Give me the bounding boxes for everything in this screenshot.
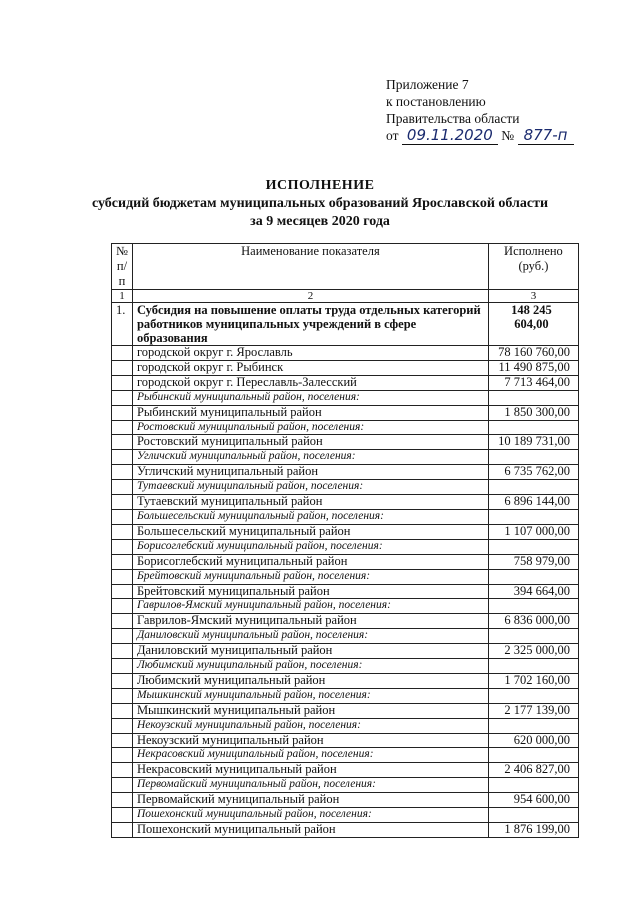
table-row xyxy=(112,360,579,375)
row-number-cell xyxy=(112,629,133,644)
table-row xyxy=(112,659,579,674)
row-name: Большесельский муниципальный район, поселения: xyxy=(132,509,488,524)
table-row xyxy=(112,539,579,554)
row-name: Рыбинский муниципальный район, поселения: xyxy=(132,390,488,405)
table-row xyxy=(112,599,579,614)
row-number-cell xyxy=(112,644,133,659)
table-row xyxy=(112,748,579,763)
table-row xyxy=(112,495,579,510)
table-row xyxy=(112,718,579,733)
row-name: Некрасовский муниципальный район, поселения: xyxy=(132,748,488,763)
row-name: Даниловский муниципальный район xyxy=(132,644,488,659)
column-number-1: 1 xyxy=(112,290,133,303)
table-row xyxy=(112,509,579,524)
row-number-cell xyxy=(112,763,133,778)
document-subtitle: субсидий бюджетам муниципальных образований Ярославской области xyxy=(91,196,549,211)
table-row xyxy=(112,390,579,405)
row-amount: 1 702 160,00 xyxy=(488,673,578,688)
row-amount: 6 836 000,00 xyxy=(488,614,578,629)
row-amount: 148 245 604,00 xyxy=(488,303,578,346)
row-amount: 78 160 760,00 xyxy=(488,346,578,361)
row-amount: 2 325 000,00 xyxy=(488,644,578,659)
row-amount xyxy=(488,659,578,674)
row-number-cell xyxy=(112,539,133,554)
row-number-cell xyxy=(112,465,133,480)
row-name: Первомайский муниципальный район, поселения: xyxy=(132,778,488,793)
row-name: Угличский муниципальный район xyxy=(132,465,488,480)
row-name: Пошехонский муниципальный район, поселения: xyxy=(132,808,488,823)
header-number: № п/п xyxy=(112,244,133,290)
row-name: Мышкинский муниципальный район xyxy=(132,703,488,718)
row-number-cell xyxy=(112,793,133,808)
row-name: Некрасовский муниципальный район xyxy=(132,763,488,778)
number-label: № xyxy=(501,128,515,143)
header-amount: Исполнено (руб.) xyxy=(488,244,578,290)
table-row xyxy=(112,673,579,688)
appendix-line-3: Правительства области xyxy=(386,111,520,126)
row-number-cell xyxy=(112,733,133,748)
row-name: Большесельский муниципальный район xyxy=(132,524,488,539)
row-name: Ростовский муниципальный район xyxy=(132,435,488,450)
row-name: Брейтовский муниципальный район xyxy=(132,584,488,599)
header-name: Наименование показателя xyxy=(132,244,488,290)
table-header-row xyxy=(112,244,579,290)
row-number-cell xyxy=(112,659,133,674)
table-row xyxy=(112,778,579,793)
row-number-cell xyxy=(112,599,133,614)
appendix-line-1: Приложение 7 xyxy=(386,77,469,92)
table-row xyxy=(112,405,579,420)
row-name: Некоузский муниципальный район xyxy=(132,733,488,748)
table-row xyxy=(112,450,579,465)
column-number-2: 2 xyxy=(132,290,488,303)
row-number-cell xyxy=(112,688,133,703)
row-amount xyxy=(488,450,578,465)
row-name: Брейтовский муниципальный район, поселения: xyxy=(132,569,488,584)
row-name: Тутаевский муниципальный район xyxy=(132,495,488,510)
row-name: Некоузский муниципальный район, поселения: xyxy=(132,718,488,733)
row-name: Угличский муниципальный район, поселения: xyxy=(132,450,488,465)
row-amount xyxy=(488,688,578,703)
row-amount: 954 600,00 xyxy=(488,793,578,808)
row-number-cell xyxy=(112,703,133,718)
row-amount xyxy=(488,808,578,823)
table-row xyxy=(112,435,579,450)
row-number-cell xyxy=(112,405,133,420)
row-amount: 2 177 139,00 xyxy=(488,703,578,718)
row-name: Ростовский муниципальный район, поселения: xyxy=(132,420,488,435)
row-amount xyxy=(488,509,578,524)
row-number-cell xyxy=(112,584,133,599)
row-amount: 2 406 827,00 xyxy=(488,763,578,778)
table-row xyxy=(112,703,579,718)
row-number-cell xyxy=(112,375,133,390)
row-amount xyxy=(488,599,578,614)
row-number-cell xyxy=(112,420,133,435)
row-name: Любимский муниципальный район, поселения: xyxy=(132,659,488,674)
table-row xyxy=(112,524,579,539)
table-row xyxy=(112,614,579,629)
row-number-cell xyxy=(112,346,133,361)
row-amount xyxy=(488,480,578,495)
document-period: за 9 месяцев 2020 года xyxy=(250,214,390,229)
row-amount: 394 664,00 xyxy=(488,584,578,599)
handwritten-number: 877-п xyxy=(518,127,574,145)
row-amount xyxy=(488,748,578,763)
table-row xyxy=(112,584,579,599)
row-name: Первомайский муниципальный район xyxy=(132,793,488,808)
row-amount xyxy=(488,718,578,733)
row-number-cell xyxy=(112,614,133,629)
row-number-cell xyxy=(112,524,133,539)
row-amount: 7 713 464,00 xyxy=(488,375,578,390)
table-row xyxy=(112,688,579,703)
row-number-cell xyxy=(112,748,133,763)
row-number-cell xyxy=(112,673,133,688)
row-name: Тутаевский муниципальный район, поселения: xyxy=(132,480,488,495)
row-name: Субсидия на повышение оплаты труда отдельных категорий работников муниципальных учреждений в сфере образования xyxy=(132,303,488,346)
row-number-cell xyxy=(112,360,133,375)
row-amount xyxy=(488,569,578,584)
row-amount xyxy=(488,539,578,554)
appendix-block xyxy=(386,76,574,145)
row-amount: 758 979,00 xyxy=(488,554,578,569)
row-amount: 1 107 000,00 xyxy=(488,524,578,539)
document-title: ИСПОЛНЕНИЕ xyxy=(265,178,375,193)
table-row xyxy=(112,480,579,495)
handwritten-date: 09.11.2020 xyxy=(402,127,498,145)
row-number: 1. xyxy=(112,303,133,346)
row-number-cell xyxy=(112,569,133,584)
row-name: Мышкинский муниципальный район, поселения: xyxy=(132,688,488,703)
table-row xyxy=(112,629,579,644)
row-name: Гаврилов-Ямский муниципальный район, поселения: xyxy=(132,599,488,614)
row-number-cell xyxy=(112,509,133,524)
column-number-3: 3 xyxy=(488,290,578,303)
row-amount xyxy=(488,390,578,405)
row-amount: 1 850 300,00 xyxy=(488,405,578,420)
table-row xyxy=(112,763,579,778)
row-amount xyxy=(488,420,578,435)
row-amount xyxy=(488,778,578,793)
row-amount: 11 490 875,00 xyxy=(488,360,578,375)
row-amount xyxy=(488,629,578,644)
row-number-cell xyxy=(112,495,133,510)
table-row xyxy=(112,793,579,808)
row-amount: 10 189 731,00 xyxy=(488,435,578,450)
appendix-signature-line xyxy=(386,127,574,145)
table-row xyxy=(112,375,579,390)
row-name: Борисоглебский муниципальный район, поселения: xyxy=(132,539,488,554)
column-number-row xyxy=(112,290,579,303)
row-number-cell xyxy=(112,778,133,793)
from-label: от xyxy=(386,128,399,143)
row-amount: 620 000,00 xyxy=(488,733,578,748)
subsidy-table xyxy=(111,243,579,838)
row-name: Даниловский муниципальный район, поселения: xyxy=(132,629,488,644)
table-row xyxy=(112,569,579,584)
table-row xyxy=(112,420,579,435)
table-row xyxy=(112,823,579,838)
row-name: Рыбинский муниципальный район xyxy=(132,405,488,420)
table-row xyxy=(112,346,579,361)
row-name: Любимский муниципальный район xyxy=(132,673,488,688)
row-amount: 1 876 199,00 xyxy=(488,823,578,838)
row-number-cell xyxy=(112,823,133,838)
row-name: городской округ г. Ярославль xyxy=(132,346,488,361)
table-row xyxy=(112,554,579,569)
row-number-cell xyxy=(112,450,133,465)
row-amount: 6 896 144,00 xyxy=(488,495,578,510)
row-amount: 6 735 762,00 xyxy=(488,465,578,480)
row-name: Гаврилов-Ямский муниципальный район xyxy=(132,614,488,629)
row-name: Пошехонский муниципальный район xyxy=(132,823,488,838)
table-row-subsidy xyxy=(112,303,579,346)
appendix-line-2: к постановлению xyxy=(386,94,486,109)
row-name: городской округ г. Переславль-Залесский xyxy=(132,375,488,390)
table-row xyxy=(112,808,579,823)
row-number-cell xyxy=(112,435,133,450)
row-name: Борисоглебский муниципальный район xyxy=(132,554,488,569)
row-number-cell xyxy=(112,718,133,733)
table-row xyxy=(112,644,579,659)
row-number-cell xyxy=(112,554,133,569)
table-row xyxy=(112,733,579,748)
row-name: городской округ г. Рыбинск xyxy=(132,360,488,375)
row-number-cell xyxy=(112,808,133,823)
row-number-cell xyxy=(112,390,133,405)
table-row xyxy=(112,465,579,480)
row-number-cell xyxy=(112,480,133,495)
